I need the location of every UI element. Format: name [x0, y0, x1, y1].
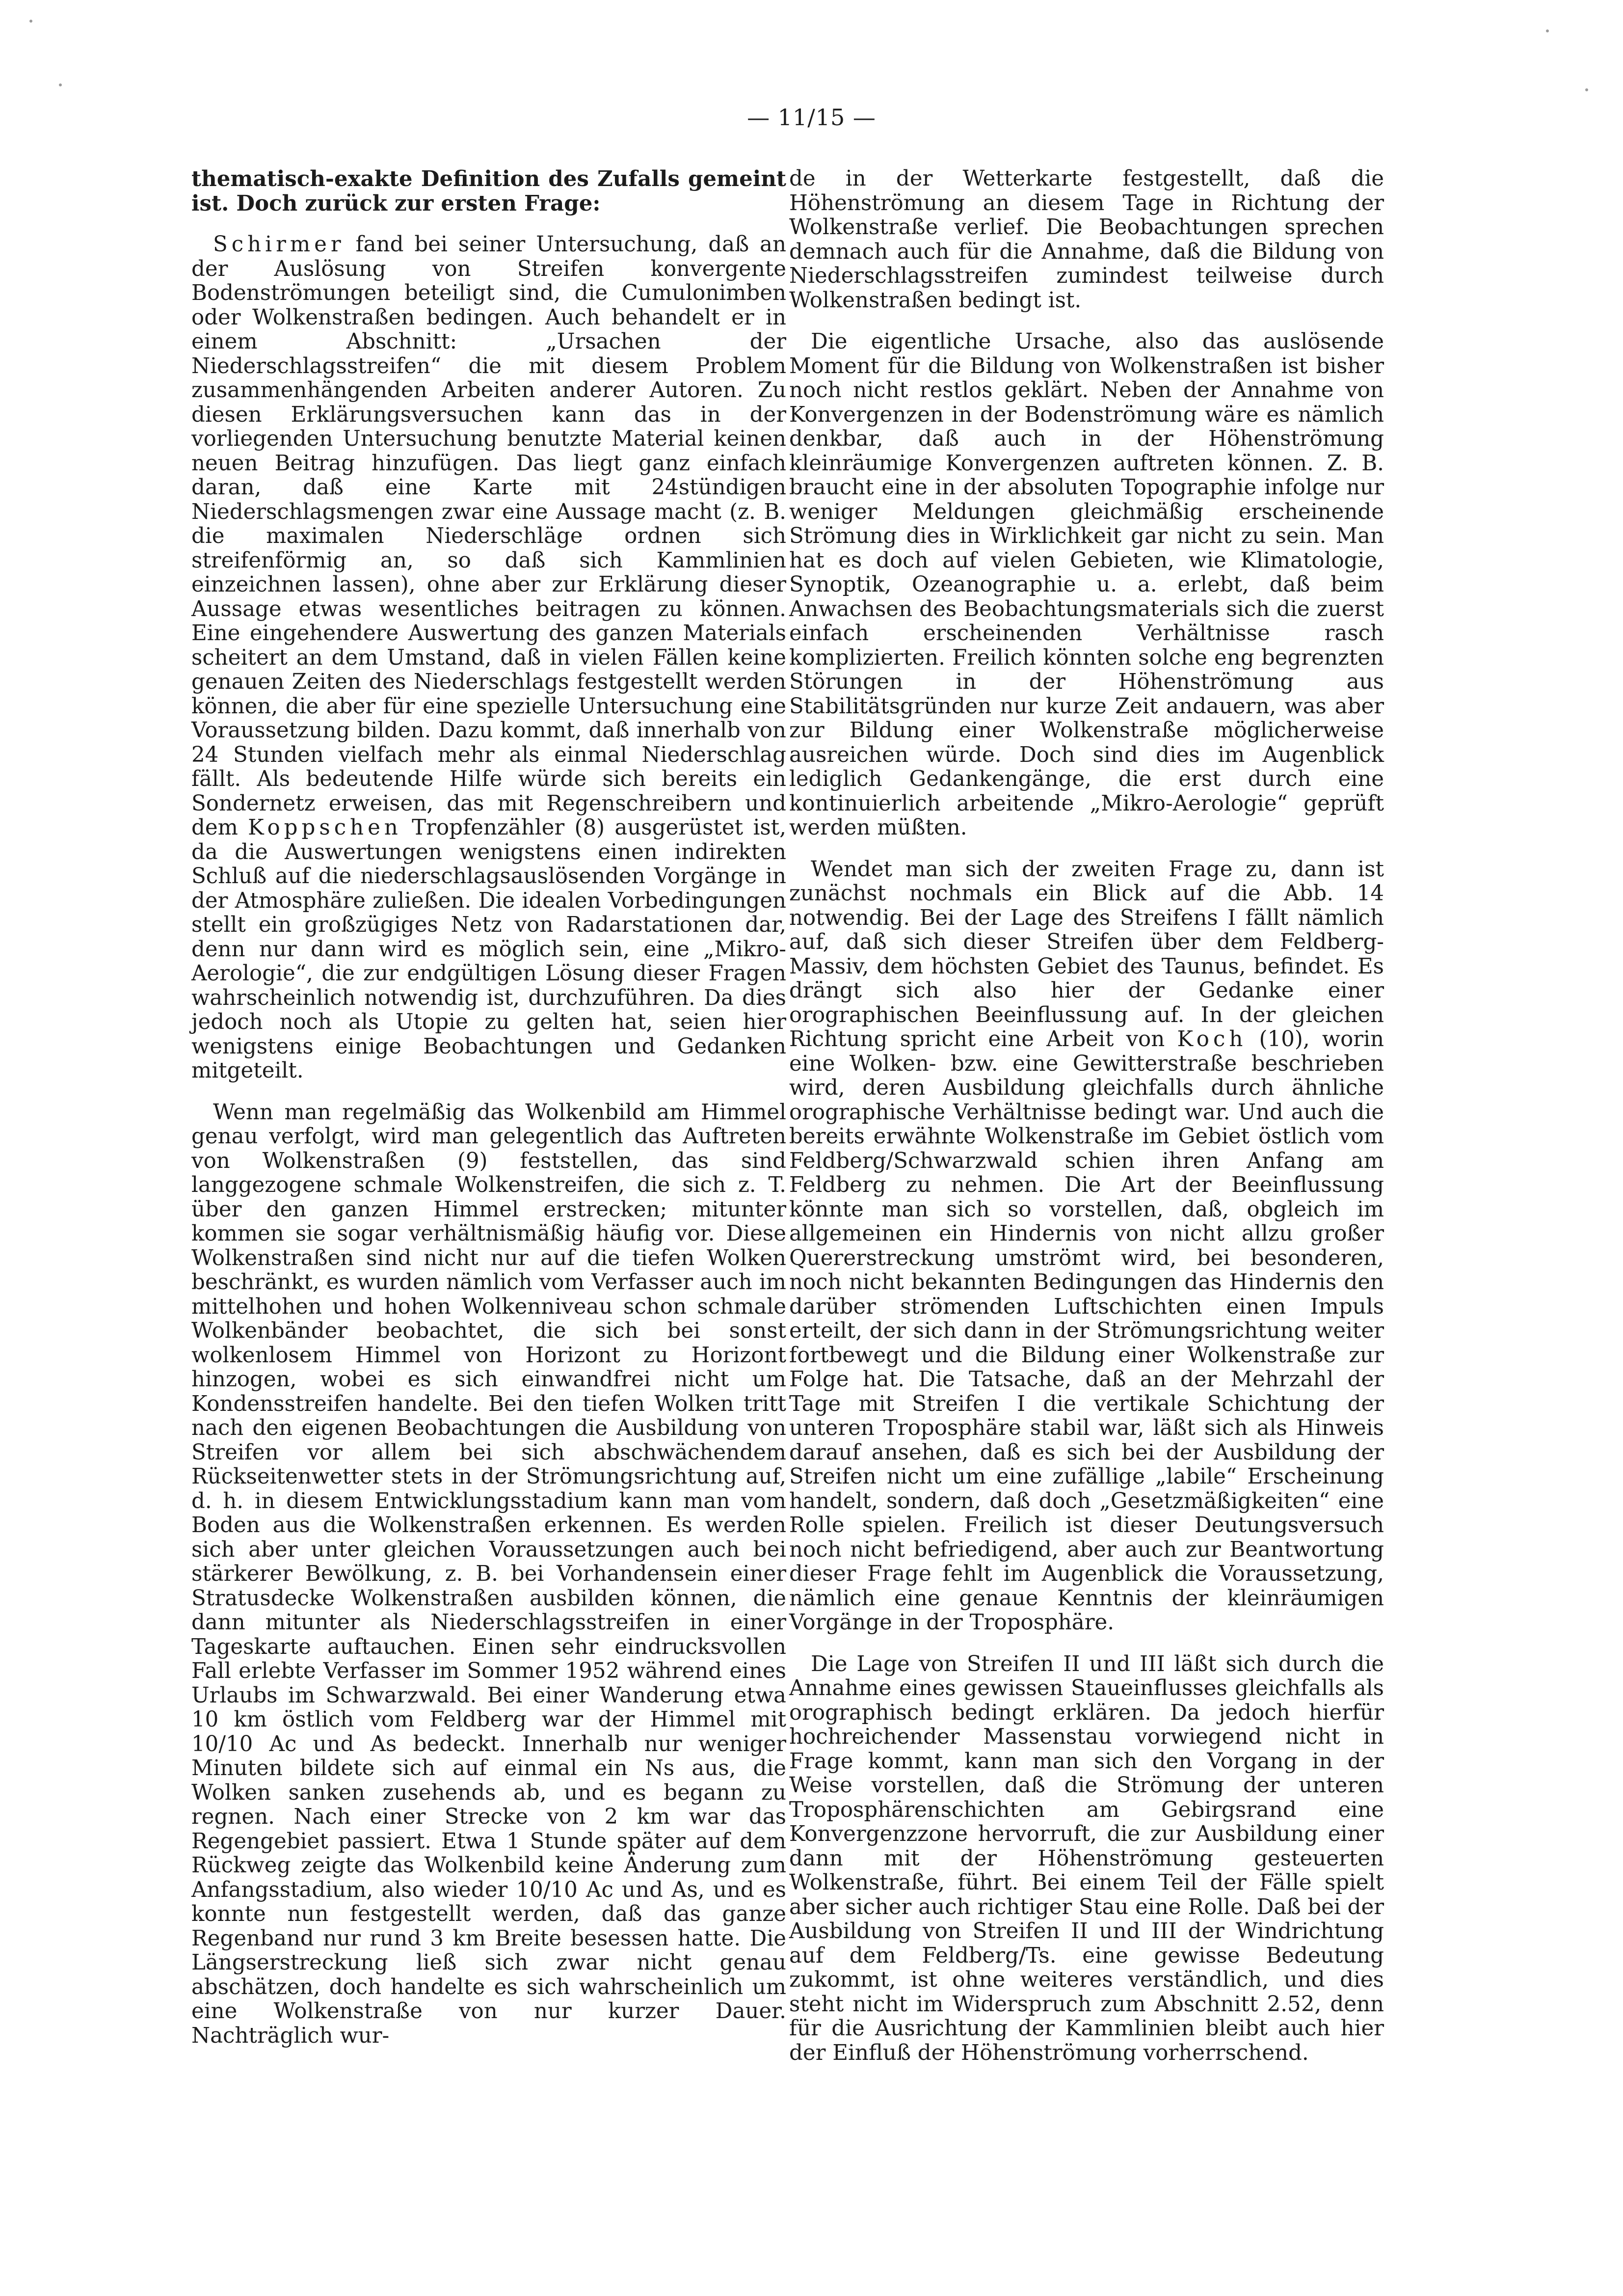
left-paragraph-2-text: fand bei seiner Untersuchung, daß an der Auslösung von Streifen konvergente Bodenströmungen beteiligt sind, die Cumulonimben oder Wolkenstraßen bedingen. Auch behandelt er in einem Abschnitt: „Ursachen der Niederschlagsstreifen“ die mit diesem Problem zusammenhängenden Arbeiten anderer Autoren. Zu diesen Erklärungsversuchen kann das in der vorliegenden Untersuchung benutzte Material keinen neuen Beitrag hinzufügen. Das liegt ganz einfach daran, daß eine Karte mit 24stündigen Niederschlagsmengen zwar eine Aussage macht (z. B. die maximalen Niederschläge ordnen sich streifenförmig an, so daß sich Kammlinien einzeichnen lassen), ohne aber zur Erklärung dieser Aussage etwas wesentliches beitragen zu können. Eine eingehendere Auswertung des ganzen Materials scheitert an dem Umstand, daß in vielen Fällen keine genauen Zeiten des Niederschlags festgestellt werden können, die aber für eine spezielle Untersuchung eine Voraussetzung bilden. Dazu kommt, daß innerhalb von 24 Stunden vielfach mehr als einmal Niederschlag fällt. Als bedeutende Hilfe würde sich bereits ein Sondernetz erweisen, das mit Regenschreibern und dem — [191, 232, 786, 840]
author-name-schirmer: Schirmer — [213, 232, 345, 257]
right-paragraph-3-text-cont: (10), worin eine Wolken- bzw. eine Gewitterstraße beschrieben wird, deren Ausbildung gleichfalls durch ähnliche orographische Verhältnisse bedingt war. Und auch die bereits erwähnte Wolkenstraße im Gebiet östlich vom Feldberg/Schwarzwald schien ihren Anfang am Feldberg zu nehmen. Die Art der Beeinflussung könnte man sich so vorstellen, daß, obgleich im allgemeinen ein Hindernis von nicht allzu großer Quererstreckung umströmt wird, bei besonderen, noch nicht bekannten Bedingungen das Hindernis den darüber strömenden Luftschichten einen Impuls erteilt, der sich dann in der Strömungsrichtung weiter fortbewegt und die Bildung einer Wolkenstraße zur Folge hat. Die Tatsache, daß an der Mehrzahl der Tage mit Streifen I die vertikale Schichtung der unteren Troposphäre stabil war, läßt sich als Hinweis darauf ansehen, daß es sich bei der Ausbildung der Streifen nicht um eine zufällige „labile“ Erscheinung handelt, sondern, daß doch „Gesetzmäßigkeiten“ eine Rolle spielen. Freilich ist dieser Deutungsversuch noch nicht befriedigend, aber auch zur Beantwortung dieser Frage fehlt im Augenblick die Voraussetzung, nämlich eine genaue Kenntnis der kleinräumigen Vorgänge in der Troposphäre. — [789, 1027, 1384, 1635]
right-column — [789, 167, 1384, 2082]
right-paragraph-1: de in der Wetterkarte festgestellt, daß die Höhenströmung an diesem Tage in Richtung der Wolkenstraße verlief. Die Beobachtungen sprechen demnach auch für die Annahme, daß die Bildung von Niederschlagsstreifen zumindest teilweise durch Wolkenstraßen bedingt ist. — [789, 166, 1384, 313]
left-paragraph-2-text-cont: Tropfenzähler (8) ausgerüstet ist, da die Auswertungen wenigstens einen indirekten Schluß auf die niederschlagsauslösenden Vorgänge in der Atmosphäre zuließen. Die idealen Vorbedingungen stellt ein großzügiges Netz von Radarstationen dar, denn nur dann wird es möglich sein, eine „Mikro-Aerologie“, die zur endgültigen Lösung dieser Fragen wahrscheinlich notwendig ist, durchzuführen. Da dies jedoch noch als Utopie zu gelten hat, seien hier wenigstens einige Beobachtungen und Gedanken mitgeteilt. — [191, 815, 786, 1083]
left-paragraph-2 — [191, 233, 786, 1083]
left-paragraph-3: Wenn man regelmäßig das Wolkenbild am Himmel genau verfolgt, wird man gelegentlich das Auftreten von Wolkenstraßen (9) feststellen, das sind langgezogene schmale Wolkenstreifen, die sich z. T. über den ganzen Himmel erstrecken; mitunter kommen sie sogar verhältnismäßig häufig vor. Diese Wolkenstraßen sind nicht nur auf die tiefen Wolken beschränkt, es wurden nämlich vom Verfasser auch im mittelhohen und hohen Wolkenniveau schon schmale Wolkenbänder beobachtet, die sich bei sonst wolkenlosem Himmel von Horizont zu Horizont hinzogen, wobei es sich einwandfrei nicht um Kondensstreifen handelte. Bei den tiefen Wolken tritt nach den eigenen Beobachtungen die Ausbildung von Streifen vor allem bei sich abschwächendem Rückseitenwetter stets in der Strömungsrichtung auf, d. h. in diesem Entwicklungsstadium kann man vom Boden aus die Wolkenstraßen erkennen. Es werden sich aber unter gleichen Voraussetzungen auch bei stärkerer Bewölkung, z. B. bei Vorhandensein einer Stratusdecke Wolkenstraßen ausbilden können, die dann mitunter als Niederschlagsstreifen in einer Tageskarte auftauchen. Einen sehr eindrucksvollen Fall erlebte Verfasser im Sommer 1952 während eines Urlaubs im Schwarzwald. Bei einer Wanderung etwa 10 km östlich vom Feldberg war der Himmel mit 10/10 Ac und As bedeckt. Innerhalb nur weniger Minuten bildete sich auf einmal ein Ns aus, die Wolken sanken zusehends ab, und es begann zu regnen. Nach einer Strecke von 2 km war das Regengebiet passiert. Etwa 1 Stunde später auf dem Rückweg zeigte das Wolkenbild keine Änderung zum Anfangsstadium, also wieder 10/10 Ac und As, und es konnte nun festgestellt werden, daß das ganze Regenband nur rund 3 km Breite besessen hatte. Die Längserstreckung ließ sich zwar nicht genau abschätzen, doch handelte es sich wahrscheinlich um eine Wolkenstraße von nur kurzer Dauer. Nachträglich wur- — [191, 1100, 786, 2048]
page-number: — 11/15 — — [747, 104, 876, 131]
right-paragraph-2: Die eigentliche Ursache, also das auslösende Moment für die Bildung von Wolkenstraßen ist bisher noch nicht restlos geklärt. Neben der Annahme von Konvergenzen in der Bodenströmung wäre es nämlich denkbar, daß auch in der Höhenströmung kleinräumige Konvergenzen auftreten können. Z. B. braucht eine in der absoluten Topographie infolge nur weniger Meldungen gleichmäßig erscheinende Strömung dies in Wirklichkeit gar nicht zu sein. Man hat es doch auf vielen Gebieten, wie Klimatologie, Synoptik, Ozeanographie u. a. erlebt, daß beim Anwachsen des Beobachtungsmaterials sich die zuerst einfach erscheinenden Verhältnisse rasch komplizierten. Freilich könnten solche eng begrenzten Störungen in der Höhenströmung aus Stabilitätsgründen nur kurze Zeit andauern, was aber zur Bildung einer Wolkenstraße möglicherweise ausreichen würde. Doch sind dies im Augenblick lediglich Gedankengänge, die erst durch eine kontinuierlich arbeitende „Mikro-Aerologie“ geprüft werden müßten. — [789, 329, 1384, 840]
left-column — [191, 167, 786, 2065]
right-paragraph-4: Die Lage von Streifen II und III läßt sich durch die Annahme eines gewissen Staueinflusses gleichfalls als orographisch bedingt erklären. Da jedoch hierfür hochreichender Massenstau vorwiegend nicht in Frage kommt, kann man sich den Vorgang in der Weise vorstellen, daß die Strömung der unteren Troposphärenschichten am Gebirgsrand eine Konvergenzzone hervorruft, die zur Ausbildung einer dann mit der Höhenströmung gesteuerten Wolkenstraße, führt. Bei einem Teil der Fälle spielt aber sicher auch richtiger Stau eine Rolle. Daß bei der Ausbildung von Streifen II und III der Windrichtung auf dem Feldberg/Ts. eine gewisse Bedeutung zukommt, ist ohne weiteres verständlich, und dies steht nicht im Widerspruch zum Abschnitt 2.52, denn für die Ausrichtung der Kammlinien bleibt auch hier der Einfluß der Höhenströmung vorherrschend. — [789, 1651, 1384, 2065]
author-name-koch: Koch — [1177, 1027, 1247, 1052]
left-paragraph-1: thematisch-exakte Definition des Zufalls gemeint ist. Doch zurück zur ersten Frage: — [191, 166, 786, 216]
right-paragraph-3-text: Wendet man sich der zweiten Frage zu, dann ist zunächst nochmals ein Blick auf die Abb. 14 notwendig. Bei der Lage des Streifens I fällt nämlich auf, daß sich dieser Streifen über dem Feldberg-Massiv, dem höchsten Gebiet des Taunus, befindet. Es drängt sich also hier der Gedanke einer orographischen Beeinflussung auf. In der gleichen Richtung spricht eine Arbeit von — [789, 857, 1384, 1052]
scan-speck — [29, 20, 32, 23]
scan-speck — [1546, 29, 1549, 32]
author-name-kopp: Koppschen — [248, 815, 402, 840]
right-paragraph-3 — [789, 858, 1384, 1635]
scan-speck — [1585, 88, 1588, 91]
scan-speck — [59, 83, 62, 86]
